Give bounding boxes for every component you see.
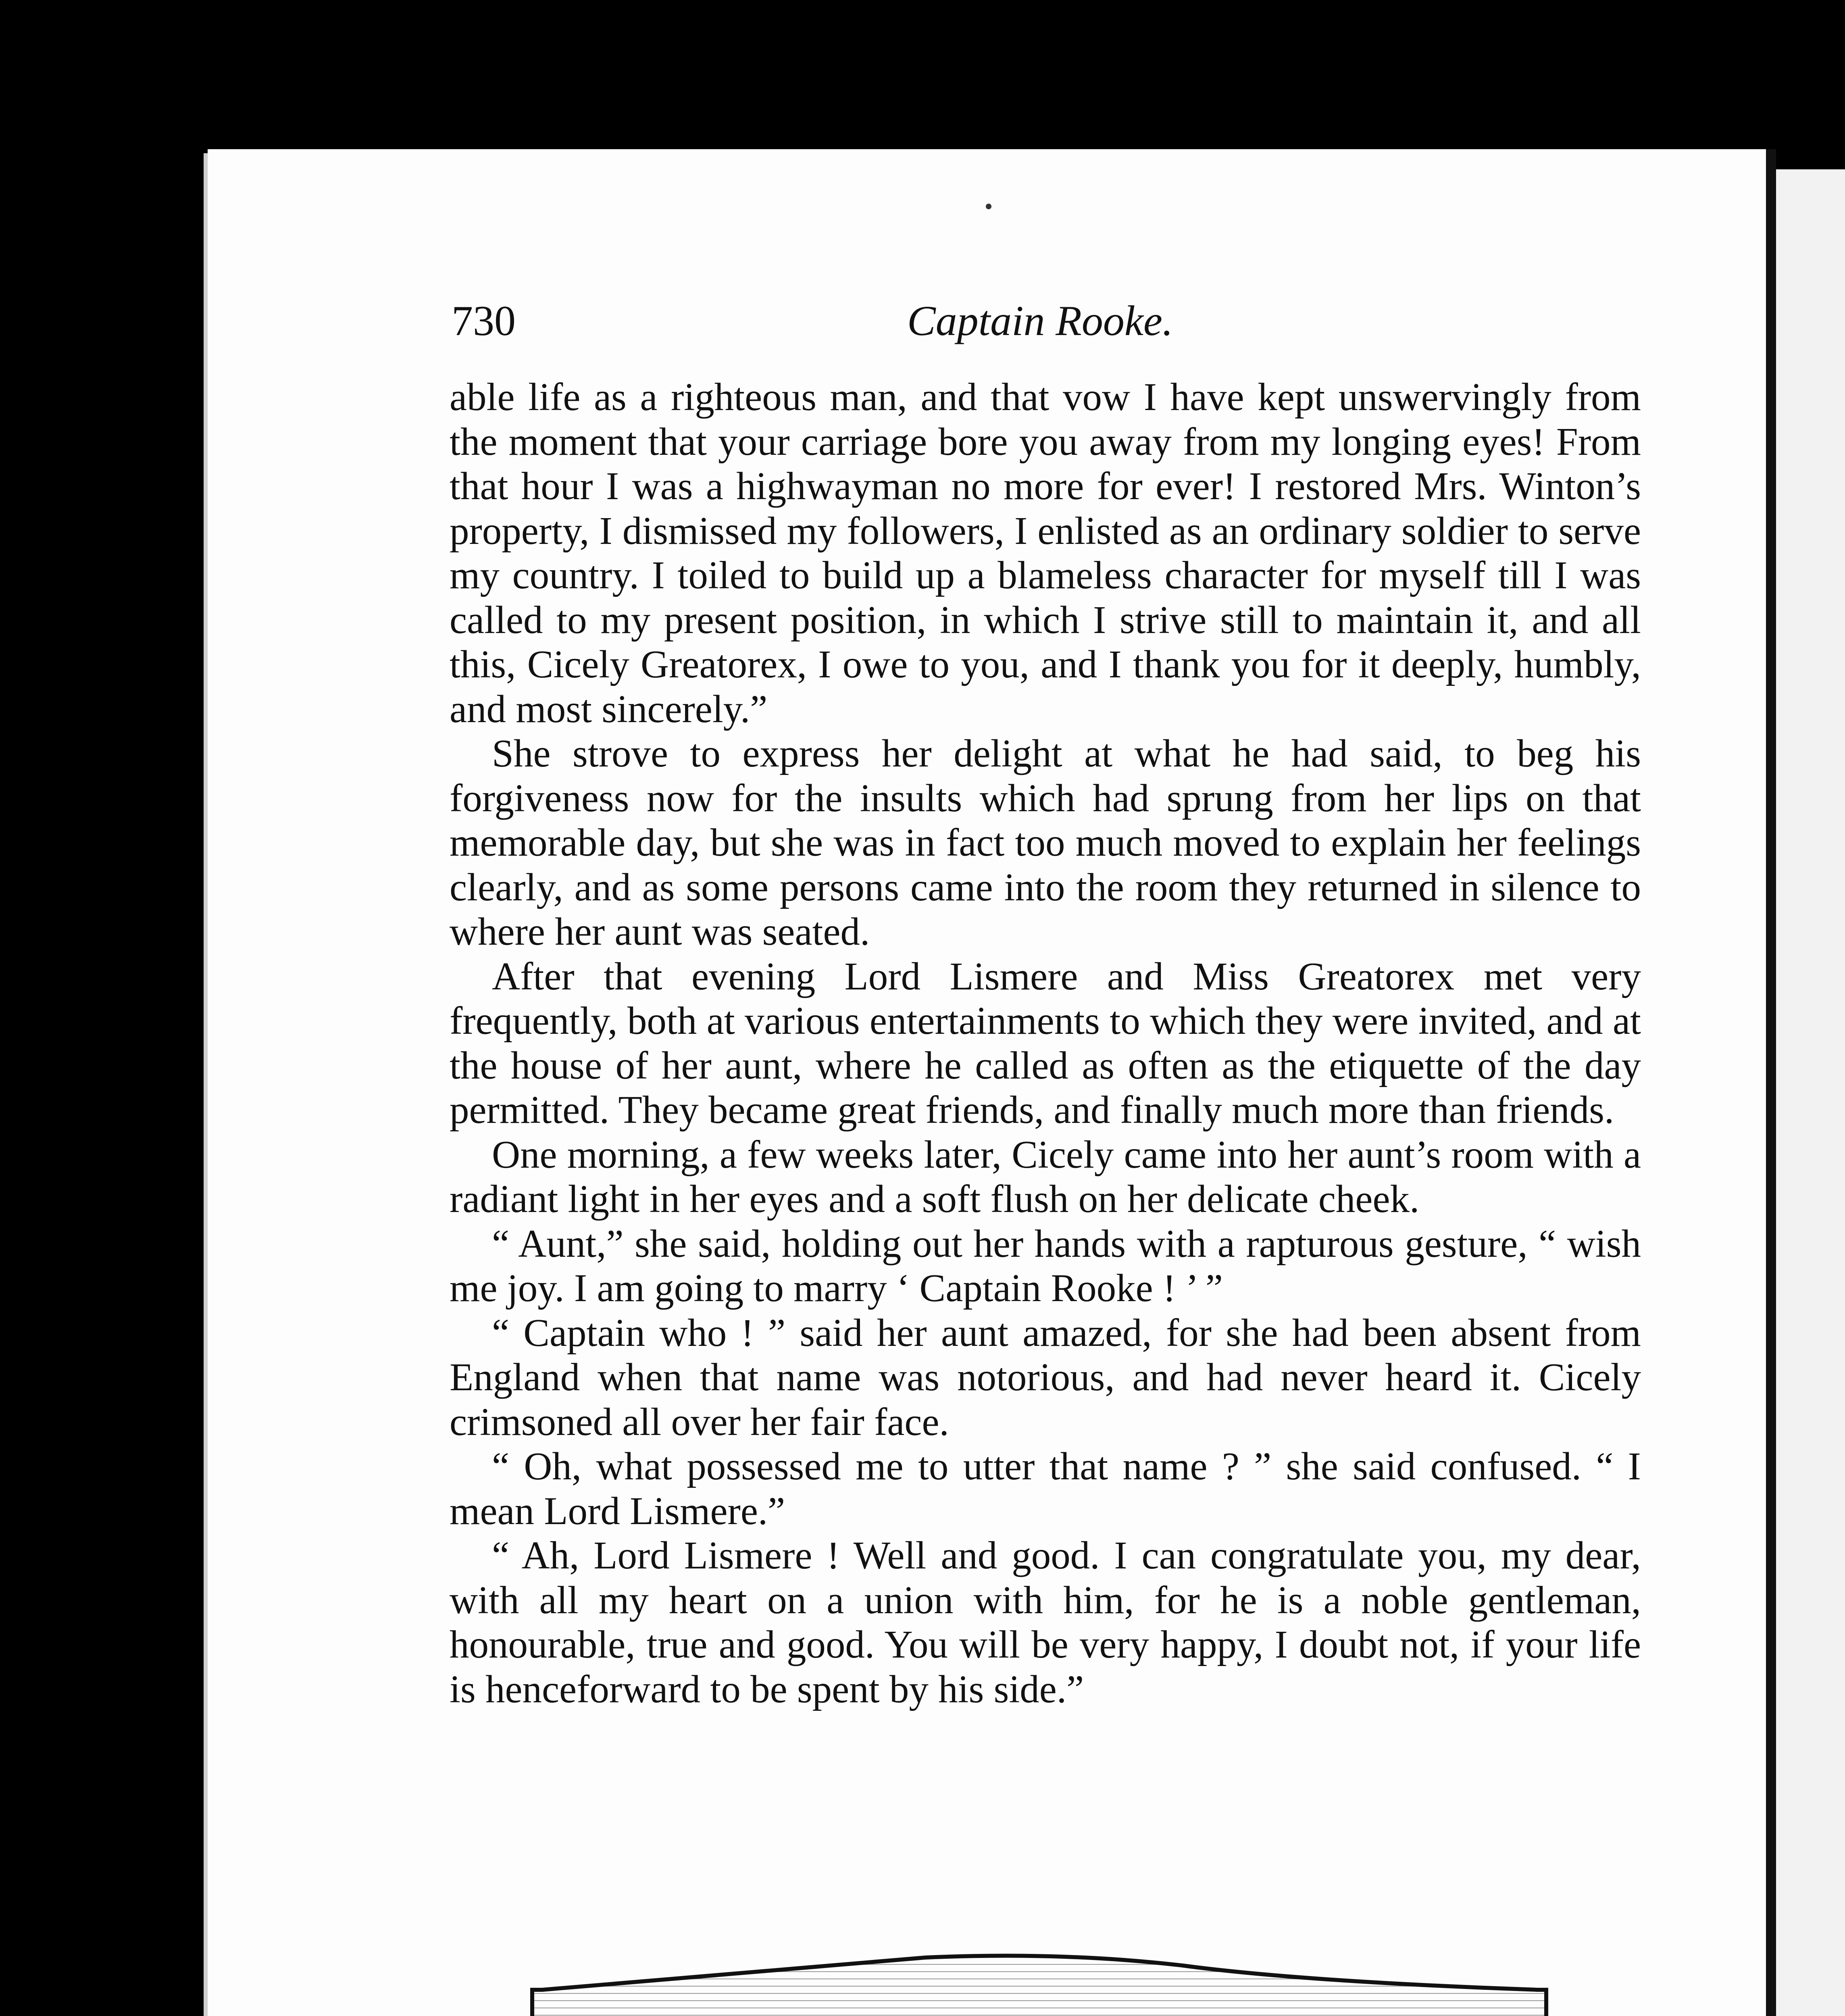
paragraph: After that evening Lord Lismere and Miss Greatorex met very frequently, both at various entertainments to which they were invited, and at the house of her aunt, where he called as often as the etiquette of the day permitted. They became great friends, and finally much more than friends. [450, 954, 1641, 1131]
paragraph: “ Captain who ! ” said her aunt amazed, for she had been absent from England when that name was notorious, and had never heard it. Cicely crimsoned all over her fair face. [450, 1311, 1641, 1443]
paragraph: “ Ah, Lord Lismere ! Well and good. I can congratulate you, my dear, with all my heart on a union with him, for he is a noble gentleman, honourable, true and good. You will be very happy, I doubt not, if your life is henceforward to be spent by his side.” [450, 1534, 1641, 1711]
running-head: Captain Rooke. [907, 297, 1173, 344]
paragraph: “ Aunt,” she said, holding out her hands with a rapturous gesture, “ wish me joy. I am going to marry ‘ Captain Rooke ! ’ ” [450, 1222, 1641, 1310]
paragraph: She strove to express her delight at what he had said, to beg his forgiveness now for the insults which had sprung from her lips on that memorable day, but she was in fact too much moved to explain her feelings clearly, and as some persons came into the room they returned in silence to where her aunt was seated. [450, 732, 1641, 953]
print-speck [986, 204, 991, 209]
gutter-shadow [1766, 149, 1776, 2016]
landscape-engraving-icon [498, 1954, 1558, 2016]
page-header [452, 296, 1641, 357]
facing-page-edge [1776, 169, 1845, 2016]
paragraph: “ Oh, what possessed me to utter that name ? ” she said confused. “ I mean Lord Lismere.” [450, 1445, 1641, 1533]
page-number: 730 [452, 297, 516, 344]
paragraph: able life as a righteous man, and that vow I have kept unswervingly from the moment that your carriage bore you away from my longing eyes! From that hour I was a highwayman no more for ever! I restored Mrs. Winton’s property, I dismissed my followers, I enlisted as an ordinary soldier to serve my country. I toiled to build up a blameless character for myself till I was called to my present position, in which I strive still to maintain it, and all this, Cicely Greatorex, I owe to you, and I thank you for it deeply, humbly, and most sincerely.” [450, 375, 1641, 731]
body-text [450, 375, 1641, 1712]
paragraph: One morning, a few weeks later, Cicely came into her aunt’s room with a radiant light in her eyes and a soft flush on her delicate cheek. [450, 1133, 1641, 1220]
